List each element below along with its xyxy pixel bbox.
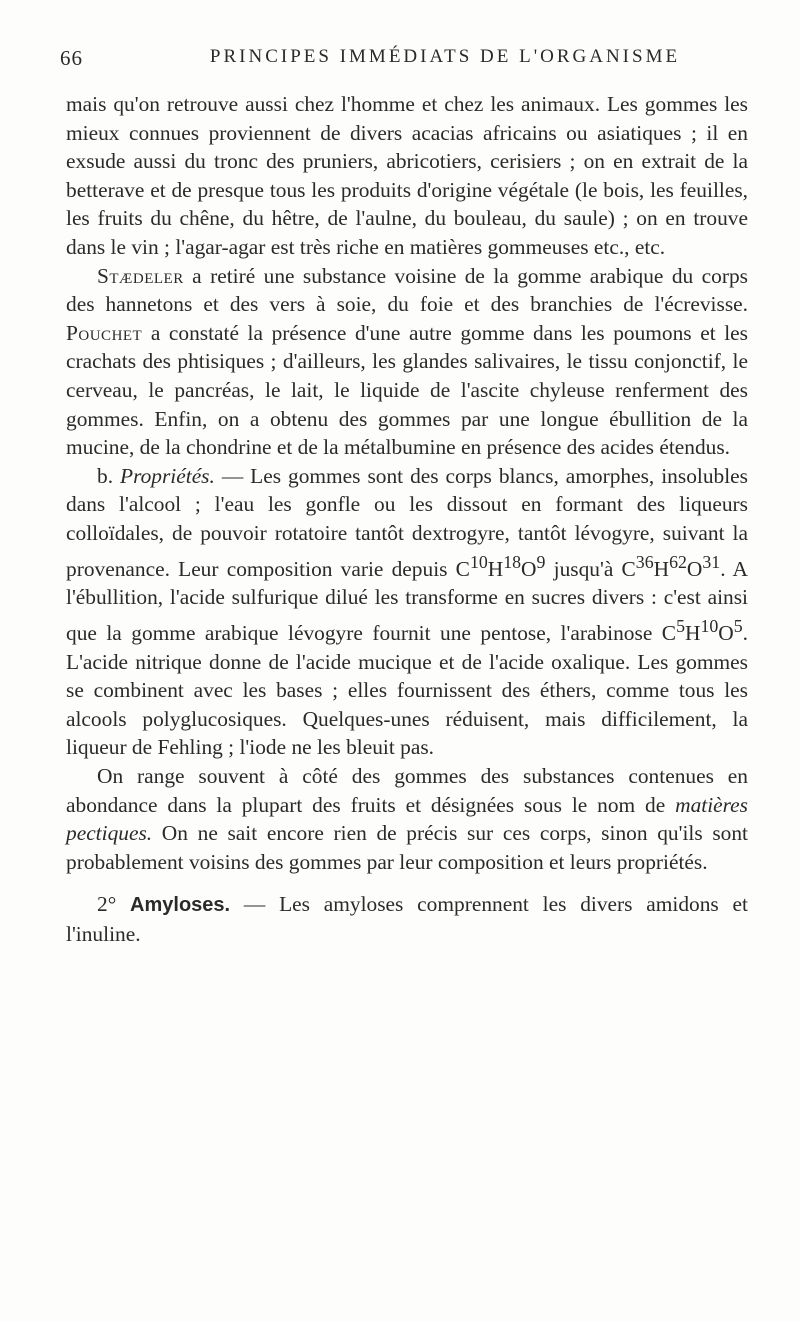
- subsection-letter: b.: [97, 463, 120, 488]
- formula-sup: 5: [733, 615, 743, 636]
- formula-sup: 10: [700, 615, 719, 636]
- author-staedeler: Stædeler: [97, 263, 184, 288]
- formula-sup: 5: [676, 615, 685, 636]
- paragraph-4-text-2: On ne sait encore rien de précis sur ces corps, sinon qu'ils sont probablement voisins des gommes par leur composition et leurs propriétés.: [66, 821, 748, 874]
- paragraph-3-text-4: . L'acide nitrique donne de l'acide mucique et de l'acide oxalique. Les gommes se combinent avec les bases ; elles fournissent des éthers, comme tous les alcools polyglucosiques. Quelques-unes réduisent, mais difficilement, la liqueur de Fehling ; l'iode ne les bleuit pas.: [66, 620, 748, 760]
- subsection-heading: Propriétés.: [120, 463, 215, 488]
- paragraph-2-text-2: a constaté la présence d'une autre gomme dans les poumons et les crachats des phtisiques ; d'ailleurs, les glandes salivaires, le tissu conjonctif, le cerveau, le pancréas, le lait, le liquide de l'ascite chyleuse renferment des gommes. Enfin, on a obtenu des gommes par une longue ébullition de la mucine, de la chondrine et de la métalbumine en présence des acides étendus.: [66, 320, 748, 460]
- formula-element: O: [686, 556, 703, 581]
- body-text: [66, 90, 748, 948]
- formula-sup: 31: [702, 551, 721, 572]
- section-number: 2°: [97, 892, 131, 917]
- formula-element: H: [653, 556, 670, 581]
- paragraph-4: [66, 762, 748, 876]
- paragraph-1-text: mais qu'on retrouve aussi chez l'homme et chez les animaux. Les gommes les mieux connues proviennent de divers acacias africains ou asiatiques ; il en exsude aussi du tronc des pruniers, abricotiers, cerisiers ; on en extrait de la betterave et de presque tous les produits d'origine végétale (le bois, les feuilles, les fruits du chêne, du hêtre, de l'aulne, du bouleau, du saule) ; on en trouve dans le vin ; l'agar-agar est très riche en matières gommeuses etc., etc.: [66, 92, 748, 259]
- page-number: 66: [60, 46, 83, 70]
- running-title: PRINCIPES IMMÉDIATS DE L'ORGANISME: [209, 46, 681, 67]
- section-title: Amyloses.: [130, 894, 231, 917]
- paragraph-2: [66, 262, 748, 462]
- paragraph-1: [66, 90, 748, 262]
- paragraph-3-text-1: — Les gommes sont des corps blancs, amorphes, insolubles dans l'alcool ; l'eau les gonfle ou les dissout en formant des liqueurs colloïdales, de pouvoir rotatoire tantôt dextrogyre, tantôt lévogyre, suivant la provenance. Leur composition varie depuis C: [66, 463, 748, 581]
- formula-sup: 36: [635, 551, 654, 572]
- formula-element: H: [684, 620, 701, 645]
- formula-element: O: [718, 620, 734, 645]
- paragraph-5-text: — Les amyloses comprennent les divers amidons et l'inuline.: [66, 892, 748, 946]
- formula-sup: 62: [669, 551, 687, 572]
- paragraph-3: [66, 462, 748, 762]
- paragraph-2-text-1: a retiré une substance voisine de la gomme arabique du corps des hannetons et des vers à soie, du foie et des branchies de l'écrevisse.: [66, 263, 748, 317]
- emphasis-pectic: matières pectiques.: [66, 792, 748, 846]
- paragraph-3-text-2: jusqu'à C: [545, 556, 636, 581]
- paragraph-3-text-3: . A l'ébullition, l'acide sulfurique dilué les transforme en sucres divers : c'est ainsi que la gomme arabique lévogyre fournit une pentose, l'arabinose C: [66, 556, 749, 645]
- formula-sup: 9: [536, 551, 546, 572]
- formula-element: O: [521, 556, 537, 581]
- page-header: [60, 46, 750, 80]
- formula-sup: 10: [469, 551, 488, 572]
- author-pouchet: Pouchet: [66, 320, 143, 345]
- formula-sup: 18: [503, 551, 522, 572]
- paragraph-4-text-1: On range souvent à côté des gommes des substances contenues en abondance dans la plupart des fruits et désignées sous le nom de: [66, 763, 748, 817]
- paragraph-5: [66, 890, 748, 948]
- formula-element: H: [487, 556, 504, 581]
